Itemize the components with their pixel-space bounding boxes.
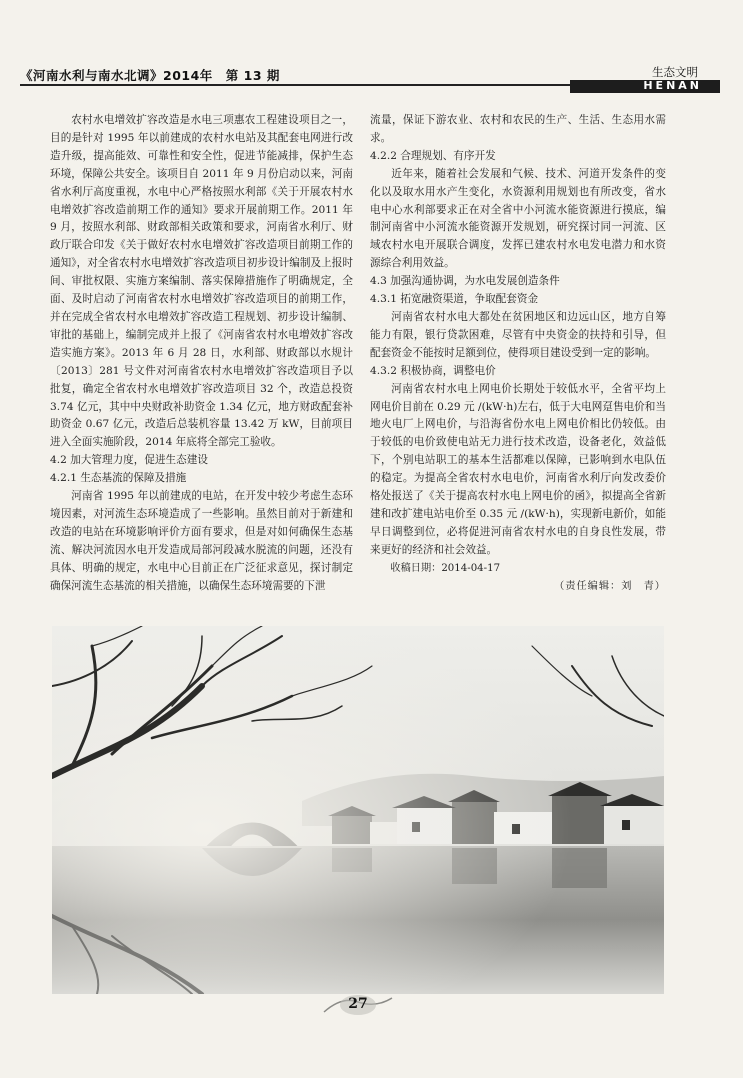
paragraph: 河南省农村水电大都处在贫困地区和边远山区，地方自筹能力有限，银行贷款困难，尽管有中央资金的扶持和引导，但配套资金不能按时足额到位，使得项目建设受到一定的影响。	[370, 310, 666, 359]
brand-bar	[570, 80, 720, 93]
paragraph: 近年来，随着社会发展和气候、技术、河道开发条件的变化以及取水用水产生变化，水资源利用规划也有所改变，省水电中心水利部要求正在对全省中小河流水能资源进行摸底，编制河南省中小河流水能资源开发规划，研究探讨同一河流、区域农村水电开展联合调度，发挥已建农村水电发电潜力和水资源综合利用效益。	[370, 167, 666, 270]
section-title: 生态文明	[652, 65, 698, 79]
landscape-photo	[52, 626, 664, 994]
brand-label: HENAN	[643, 79, 702, 92]
journal-title: 《河南水利与南水北调》2014年 第 13 期	[20, 68, 280, 83]
section-heading: 4.3 加强沟通协调，为水电发展创造条件	[370, 275, 560, 288]
received-date: 收稿日期：2014-04-17	[390, 562, 501, 574]
page-header	[20, 58, 720, 94]
paragraph: 农村水电增效扩容改造是水电三项惠农工程建设项目之一，目的是针对 1995 年以前建成的农村水电站及其配套电网进行改造升级，提高能效、可靠性和安全性，促进节能减排，保护生态环境，保障公共安全。该项目自 2011 年 9 月份启动以来，河南省水利厅高度重视，水电中心严格按照水利部《关于开展农村水电增效扩容改造前期工作的通知》要求开展前期工作。2011 年 9 月，按照水利部、财政部相关政策和要求，河南省水利厅、财政厅联合印发《关于做好农村水电增效扩容改造项目前期工作的通知》，对全省农村水电增效扩容改造项目初步设计编制及上报时间、审批权限、实施方案编制、落实保障措施作了明确规定，全面、及时启动了河南省农村水电增效扩容改造项目的前期工作，并在完成全省农村水电增效扩容改造工程规划、初步设计编制、审批的基础上，编制完成并上报了《河南省农村水电增效扩容改造实施方案》。2013 年 6 月 28 日，水利部、财政部以水规计〔2013〕281 号文件对河南省农村水电增效扩容改造项目予以批复，确定全省农村水电增效扩容改造项目 32 个，改造总投资 3.74 亿元，其中中央财政补助资金 1.34 亿元，地方财政配套补助资金 0.67 亿元，改造后总装机容量 13.42 万 kW，目前项目进入全面实施阶段，2014 年底将全部完工验收。	[50, 114, 353, 449]
subsection-heading: 4.3.1 拓宽融资渠道，争取配套资金	[370, 293, 539, 306]
paragraph: 流量，保证下游农业、农村和农民的生产、生活、生态用水需求。	[370, 114, 666, 144]
section-heading: 4.2 加大管理力度，促进生态建设	[50, 454, 208, 467]
right-column	[370, 112, 666, 595]
page-number: 27	[348, 996, 368, 1012]
subsection-heading: 4.2.2 合理规划、有序开发	[370, 149, 496, 162]
paragraph: 河南省 1995 年以前建成的电站，在开发中较少考虑生态环境因素，对河流生态环境造成了一些影响。虽然目前对于新建和改造的电站在环境影响评价方面有要求，但是对如何确保生态基流、解决河流因水电开发造成局部河段减水脱流的问题，还没有具体、明确的规定，水电中心目前正在广泛征求意见，探讨制定确保河流生态基流的相关措施，以确保生态环境需要的下泄	[50, 490, 353, 592]
editor-credit: （责任编辑：刘 青）	[554, 580, 666, 592]
subsection-heading: 4.2.1 生态基流的保障及措施	[50, 472, 187, 485]
subsection-heading: 4.3.2 积极协商，调整电价	[370, 364, 496, 377]
paragraph: 河南省农村水电上网电价长期处于较低水平，全省平均上网电价目前在 0.29 元 /(kW·h)左右，低于大电网趸售电价和当地火电厂上网电价，与沿海省份水电上网电价相比仍较低。由于较低的电价致使电站无力进行技术改造，设备老化，效益低下，个别电站职工的基本生活都难以保障，已影响到水电队伍的稳定。为提高全省农村水电电价，河南省水利厅向发改委价格处报送了《关于提高农村水电上网电价的函》，拟提高全省新建和改扩建电站电价至 0.35 元 /(kW·h)，实现新电新价，如能早日调整到位，必将促进河南省农村水电的自身良性发展，带来更好的经济和社会效益。	[370, 382, 666, 556]
left-column	[50, 112, 353, 595]
